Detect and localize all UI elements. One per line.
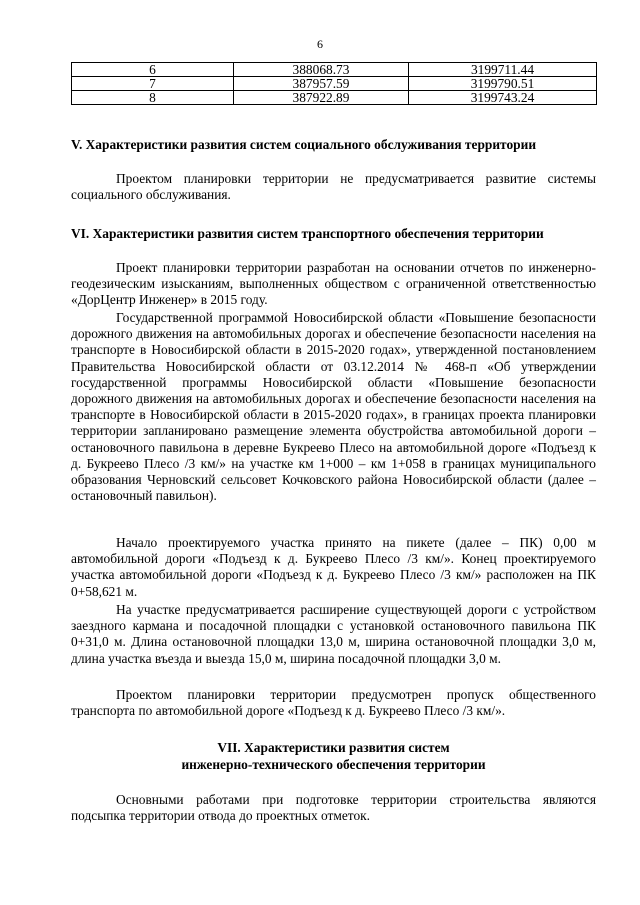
y-coordinate-cell: 3199790.51 bbox=[409, 77, 597, 91]
section-6-paragraph-1: Проект планировки территории разработан на основании отчетов по инженерно-геодезическим изысканиям, выполненных обществом с ограниченной ответственностью «ДорЦентр Инженер» в 2015 году. bbox=[71, 260, 596, 308]
point-number-cell: 6 bbox=[72, 63, 234, 77]
page-number: 6 bbox=[317, 37, 323, 51]
coordinates-table bbox=[71, 62, 597, 105]
y-coordinate-cell: 3199711.44 bbox=[409, 63, 597, 77]
x-coordinate-cell: 388068.73 bbox=[234, 63, 409, 77]
section-6-paragraph-4: На участке предусматривается расширение существующей дороги с устройством заездного кармана и посадочной площадки с установкой остановочного павильона ПК 0+31,0 м. Длина остановочной площадки 13,0 м, ширина остановочной площадки 3,0 м, длина участка въезда и выезда 15,0 м, ширина посадочной площадки 3,0 м. bbox=[71, 602, 596, 666]
x-coordinate-cell: 387922.89 bbox=[234, 91, 409, 105]
section-5-heading: V. Характеристики развития систем социального обслуживания территории bbox=[71, 137, 537, 152]
x-coordinate-cell: 387957.59 bbox=[234, 77, 409, 91]
point-number-cell: 8 bbox=[72, 91, 234, 105]
section-7-paragraph: Основными работами при подготовке территории строительства являются подсыпка территории отвода до проектных отметок. bbox=[71, 792, 596, 824]
table-row bbox=[72, 77, 597, 91]
table-row bbox=[72, 91, 597, 105]
y-coordinate-cell: 3199743.24 bbox=[409, 91, 597, 105]
section-7-heading-line-1: VII. Характеристики развития систем bbox=[217, 740, 450, 755]
section-6-paragraph-2: Государственной программой Новосибирской области «Повышение безопасности дорожного движения на автомобильных дорогах и обеспечение безопасности населения на транспорте в Новосибирской области в 2015-2020 годах», утвержденной постановлением Правительства Новосибирской области от 03.12.2014 № 468-п «Об утверждении государственной программы Новосибирской области «Повышение безопасности дорожного движения на автомобильных дорогах и обеспечение безопасности населения на транспорте в Новосибирской области в 2015-2020 годах», в границах проекта планировки территории запланировано размещение элемента обустройства автомобильной дороги – остановочного павильона в деревне Букреево Плесо на автомобильной дороге «Подъезд к д. Букреево Плесо /3 км/» на участке км 1+000 – км 1+058 в границах муниципального образования Черновский сельсовет Кочковского района Новосибирской области (далее – остановочный павильон). bbox=[71, 310, 596, 504]
section-6-paragraph-5: Проектом планировки территории предусмотрен пропуск общественного транспорта по автомобильной дороге «Подъезд к д. Букреево Плесо /3 км/». bbox=[71, 687, 596, 719]
section-6-heading: VI. Характеристики развития систем транспортного обеспечения территории bbox=[71, 226, 544, 241]
section-7-heading-line-2: инженерно-технического обеспечения территории bbox=[181, 757, 486, 772]
section-6-paragraph-3: Начало проектируемого участка принято на пикете (далее – ПК) 0,00 м автомобильной дороги «Подъезд к д. Букреево Плесо /3 км/». Конец проектируемого участка автомобильной дороги «Подъезд к д. Букреево Плесо /3 км/» расположен на ПК 0+58,621 м. bbox=[71, 535, 596, 599]
section-5-paragraph: Проектом планировки территории не предусматривается развитие системы социального обслуживания. bbox=[71, 171, 596, 203]
table-row bbox=[72, 63, 597, 77]
point-number-cell: 7 bbox=[72, 77, 234, 91]
